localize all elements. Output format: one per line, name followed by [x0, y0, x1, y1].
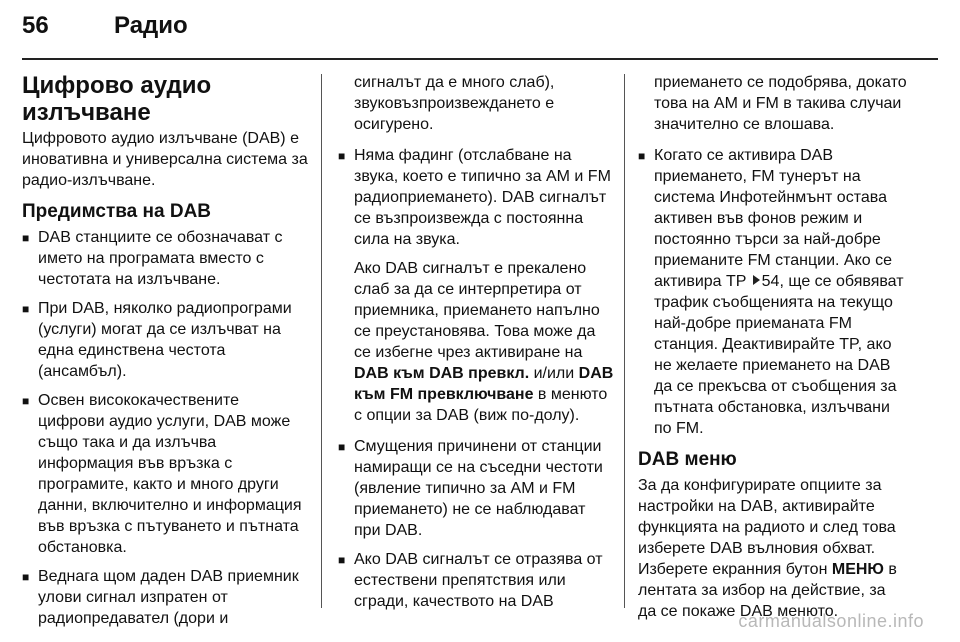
bullet-square-icon: ■	[338, 149, 346, 163]
dab-to-fm-option: DAB към FM превключване	[354, 365, 614, 403]
column-divider	[321, 74, 322, 608]
bullet-square-icon: ■	[22, 394, 30, 408]
dab-to-dab-option: DAB към DAB превкл.	[354, 365, 530, 382]
menu-button-label: МЕНЮ	[831, 561, 884, 578]
article-title: Цифрово аудио излъчване	[22, 72, 212, 126]
dab-menu-paragraph-2: Изберете екранния бутон МЕНЮ в лентата за избор на действие, за да се покаже DAB менюто.	[638, 561, 897, 620]
watermark: carmanualsonline.info	[738, 611, 924, 631]
list-item: ■ Веднага щом даден DAB приемник улови сигнал изпратен от радиопредавател (дори и	[22, 568, 299, 627]
page-number: 56	[22, 12, 49, 39]
page-header	[22, 12, 188, 52]
bullet-square-icon: ■	[22, 231, 30, 245]
subheading-dab-menu: DAB меню	[638, 449, 737, 470]
bullet-square-icon: ■	[22, 570, 30, 584]
column-1	[22, 72, 308, 637]
bullet-square-icon: ■	[338, 553, 346, 567]
list-item: ■ При DAB, няколко радиопрограми (услуги) могат да се излъчват на една единствена честота (ансамбъл).	[22, 300, 292, 380]
intro-paragraph: Цифровото аудио излъчване (DAB) е иновативна и универсална система за радио-излъчване.	[22, 130, 308, 189]
dab-switch-paragraph: Ако DAB сигналът е прекалено слаб за да се интерпретира от приемника, приемането напълно се преустановява. Това може да се избегне чрез активиране на DAB към DAB превкл. и/или DAB към FM превключване в менюто с опции за DAB (виж по-долу).	[354, 260, 614, 424]
bullet-square-icon: ■	[338, 440, 346, 454]
subheading-advantages: Предимства на DAB	[22, 201, 212, 222]
section-title: Радио	[114, 12, 188, 39]
list-item: ■ DAB станциите се обозначават с името на програмата вместо с честотата на излъчване.	[22, 229, 283, 288]
list-item: ■ Няма фадинг (отслабване на звука, което е типично за AM и FM радиоприемането). DAB сигналът се възпроизвежда с постоянна сила на звука.	[338, 147, 611, 248]
page-reference[interactable]: 54	[761, 273, 780, 290]
bullet-square-icon: ■	[638, 149, 646, 163]
page-reference-arrow-icon	[753, 275, 760, 285]
dab-menu-paragraph-1: За да конфигурирате опциите за настройки на DAB, активирайте функцията на радиото и след това изберете DAB вълновия обхват.	[638, 477, 896, 557]
list-item: ■ Ако DAB сигналът се отразява от естествени препятствия или сгради, качеството на DAB	[338, 551, 603, 610]
column-2	[338, 72, 614, 620]
continued-text: приемането се подобрява, докато това на AM и FM в такива случаи значително се влошава.	[654, 74, 907, 133]
bullet-square-icon: ■	[22, 302, 30, 316]
column-3	[638, 72, 908, 632]
list-item: ■ Освен висококачествените цифрови аудио услуги, DAB може също така и да излъчва информация във връзка с програмите, както и много други данни, включително и информация във връзка с пътуването и пътната обстановка.	[22, 392, 302, 556]
list-item: ■ Смущения причинени от станции намиращи се на съседни честоти (явление типично за AM и FM приемането) не се наблюдават при DAB.	[338, 438, 603, 539]
header-rule	[22, 58, 938, 60]
column-divider	[624, 74, 625, 608]
list-item: ■ Когато се активира DAB приемането, FM тунерът на система Инфотейнмънт остава активен във фонов режим и постоянно търси за най-добре приеманите FM станции. Ако се активира TP 54, ще се обявяват трафик съобщенията на текущо най-добре приеманата FM станция. Деактивирайте TP, ако не желаете приемането на DAB да се прекъсва от съобщения за пътната обстановка, излъчвани по FM.	[638, 147, 904, 437]
continued-text: сигналът да е много слаб), звуковъзпроизвеждането е осигурено.	[354, 74, 555, 133]
